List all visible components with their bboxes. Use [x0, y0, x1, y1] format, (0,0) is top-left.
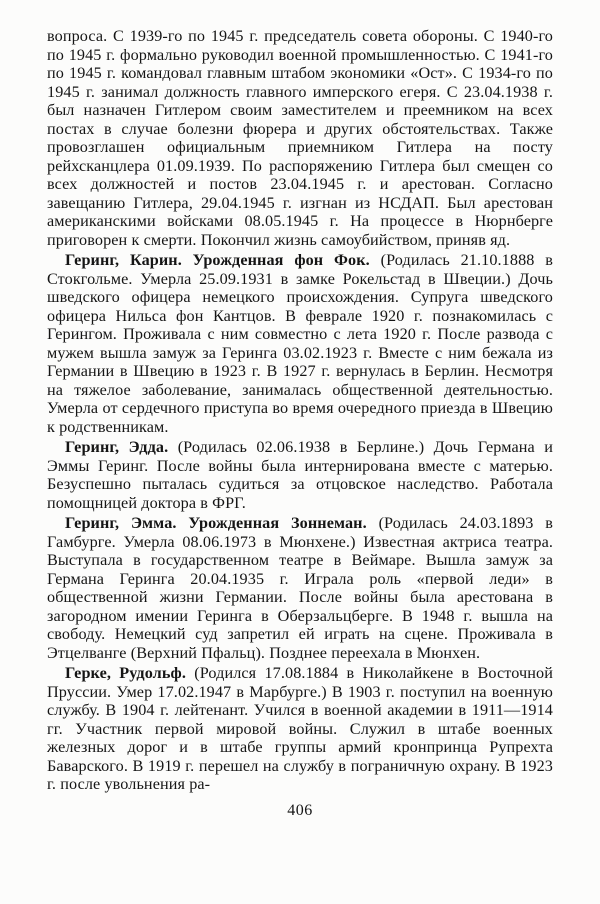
entry-goering-karin-text: (Родилась 21.10.1888 в Стокгольме. Умерла 25.09.1931 в замке Рокельстад в Швеции.) Дочь шведского офицера немецкого происхождения. Супруга шведского офицера Нильса фон Кантцов. В феврале 1920 г. познакомилась с Герингом. Проживала с ним совместно с лета 1920 г. После развода с мужем вышла замуж за Геринга 03.02.1923 г. Вместе с ним бежала из Германии в Швецию в 1923 г. В 1927 г. вернулась в Берлин. Несмотря на тяжелое заболевание, занималась общественной деятельностью. Умерла от сердечного приступа во время очередного приезда в Швецию к родственникам. — [47, 251, 553, 436]
entry-goering-edda — [47, 438, 553, 512]
paragraph-continuation — [47, 27, 553, 249]
page-number: 406 — [287, 801, 313, 819]
entry-goering-emma-heading: Геринг, Эмма. Урожденная Зоннеман. — [65, 514, 367, 532]
text-block — [47, 27, 553, 794]
entry-goering-karin-heading: Геринг, Карин. Урожденная фон Фок. — [65, 251, 370, 269]
paragraph-continuation-text: вопроса. С 1939-го по 1945 г. председатель совета обороны. С 1940-го по 1945 г. формально руководил военной промышленностью. С 1941-го по 1945 г. командовал главным штабом экономики «Ост». С 1934-го по 1945 г. занимал должность главного имперского егеря. С 23.04.1938 г. был назначен Гитлером своим заместителем и преемником на всех постах в случае болезни фюрера и других обстоятельствах. Также провозглашен официальным приемником Гитлера на посту рейхсканцлера 01.09.1939. По распоряжению Гитлера был смещен со всех должностей и постов 23.04.1945 г. и арестован. Согласно завещанию Гитлера, 29.04.1945 г. изгнан из НСДАП. Был арестован американскими войсками 08.05.1945 г. На процессе в Нюрнберге приговорен к смерти. Покончил жизнь самоубийством, приняв яд. — [47, 27, 553, 249]
entry-goering-emma — [47, 514, 553, 662]
entry-goering-karin — [47, 251, 553, 436]
entry-gerke-rudolf — [47, 664, 553, 794]
entry-gerke-rudolf-text: (Родился 17.08.1884 в Николайкене в Восточной Пруссии. Умер 17.02.1947 в Марбурге.) В 1903 г. поступил на военную службу. В 1904 г. лейтенант. Учился в военной академии в 1911—1914 гг. Участник первой мировой войны. Служил в штабе военных железных дорог и в штабе группы армий кронпринца Рупрехта Баварского. В 1919 г. перешел на службу в пограничную охрану. В 1923 г. после увольнения ра- — [47, 664, 553, 793]
entry-goering-emma-text: (Родилась 24.03.1893 в Гамбурге. Умерла 08.06.1973 в Мюнхене.) Известная актриса театра. Выступала в государственном театре в Веймаре. Вышла замуж за Германа Геринга 20.04.1935 г. Играла роль «первой леди» в общественной жизни Германии. После войны была арестована в загородном имении Геринга в Оберзальцберге. В 1948 г. вышла на свободу. Немецкий суд запретил ей играть на сцене. Проживала в Этцелванге (Верхний Пфальц). Позднее переехала в Мюнхен. — [47, 514, 553, 662]
entry-goering-edda-text: (Родилась 02.06.1938 в Берлине.) Дочь Германа и Эммы Геринг. После войны была интернирована вместе с матерью. Безуспешно пыталась судиться за отцовское наследство. Работала помощницей доктора в ФРГ. — [47, 438, 553, 512]
entry-goering-edda-heading: Геринг, Эдда. — [65, 438, 169, 456]
entry-gerke-rudolf-heading: Герке, Рудольф. — [65, 664, 186, 682]
